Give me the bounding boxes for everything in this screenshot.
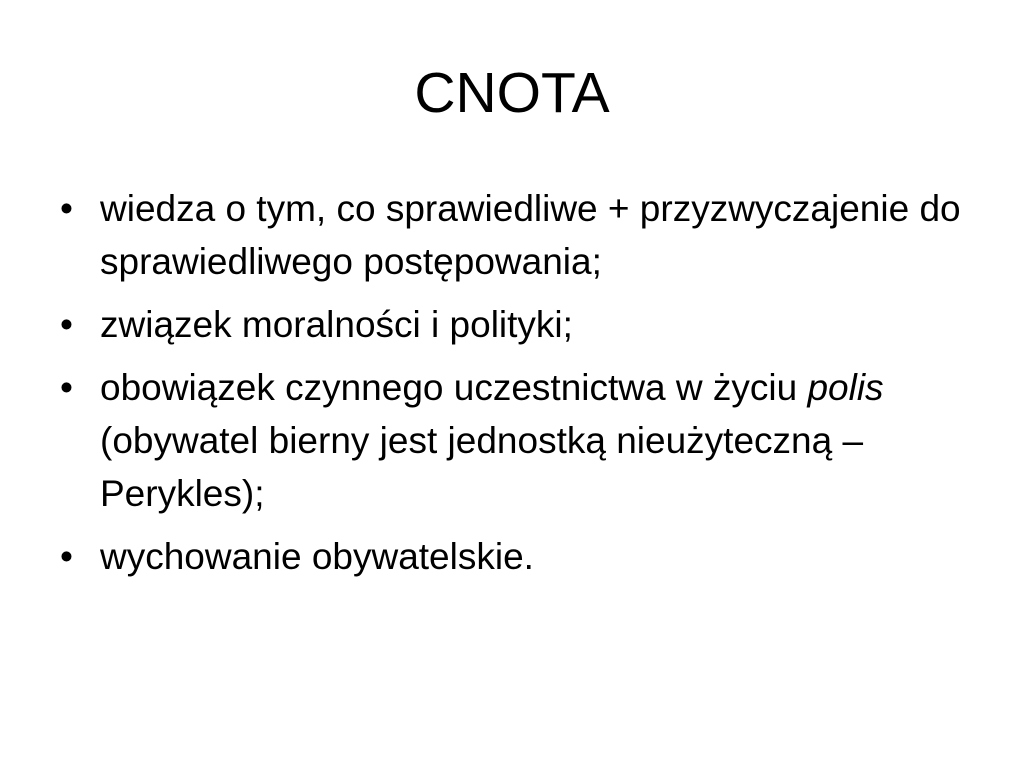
bullet-item	[60, 298, 980, 351]
bullet-text: wychowanie obywatelskie.	[100, 536, 534, 577]
bullet-marker: •	[60, 304, 73, 345]
bullet-item	[60, 530, 980, 583]
bullet-item	[60, 361, 980, 520]
bullet-text-italic: polis	[807, 367, 884, 408]
bullet-marker: •	[60, 536, 73, 577]
bullet-text	[100, 367, 884, 514]
bullet-list	[60, 182, 980, 593]
bullet-marker: •	[60, 367, 73, 408]
bullet-text-after: (obywatel bierny jest jednostką nieużyteczną – Perykles);	[100, 420, 864, 514]
bullet-text: wiedza o tym, co sprawiedliwe + przyzwyczajenie do sprawiedliwego postępowania;	[100, 188, 961, 282]
bullet-text-before: obowiązek czynnego uczestnictwa w życiu	[100, 367, 798, 408]
bullet-item	[60, 182, 980, 288]
bullet-marker: •	[60, 188, 73, 229]
slide-title: CNOTA	[414, 61, 610, 125]
bullet-text: związek moralności i polityki;	[100, 304, 573, 345]
